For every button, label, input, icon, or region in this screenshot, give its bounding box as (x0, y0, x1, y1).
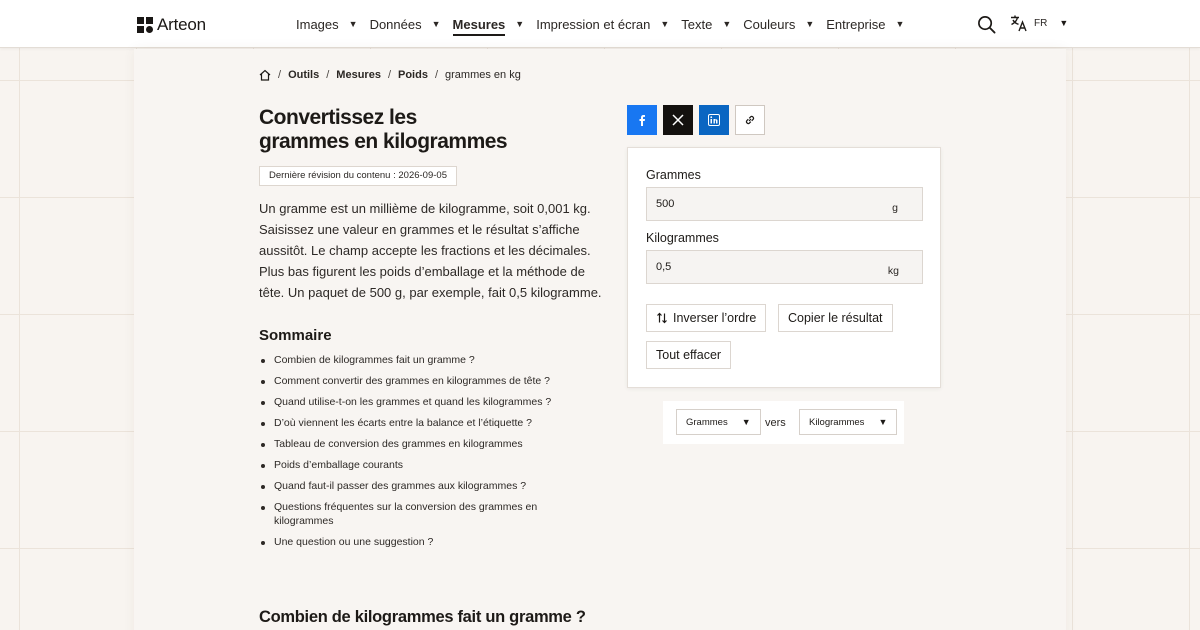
revision-date-badge: Dernière révision du contenu : 2026-09-05 (259, 166, 457, 186)
to-unit-value: Kilogrammes (809, 416, 865, 428)
chevron-down-icon: ▼ (895, 19, 905, 29)
breadcrumb-separator: / (434, 69, 439, 81)
clear-all-button[interactable] (646, 341, 731, 369)
breadcrumb-item-poids[interactable]: Poids (398, 69, 428, 81)
logo-icon (137, 17, 153, 33)
kilograms-field[interactable] (646, 250, 923, 284)
breadcrumb-item-mesures[interactable]: Mesures (336, 69, 381, 81)
toc-link[interactable]: Quand faut-il passer des grammes aux kilogrammes ? (259, 480, 579, 494)
share-x-button[interactable] (663, 105, 693, 135)
copy-link-button[interactable] (735, 105, 765, 135)
top-navigation-bar (0, 0, 1200, 48)
to-unit-select[interactable] (799, 409, 897, 435)
toc-link[interactable]: Une question ou une suggestion ? (259, 536, 579, 550)
toc-link[interactable]: Questions fréquentes sur la conversion des grammes en kilogrammes (259, 501, 559, 528)
chevron-down-icon: ▼ (878, 417, 888, 427)
toc-link[interactable]: Combien de kilogrammes fait un gramme ? (259, 354, 579, 368)
grams-label: Grammes (646, 168, 701, 182)
breadcrumb-separator: / (278, 69, 282, 81)
breadcrumb-separator: / (326, 69, 330, 81)
grams-field[interactable] (646, 187, 923, 221)
nav-item-entreprise[interactable] (826, 0, 904, 48)
nav-item-impression-ecran[interactable] (536, 0, 669, 48)
nav-item-mesures[interactable] (453, 0, 525, 48)
swap-icon (656, 312, 668, 324)
unit-selector-bar (663, 401, 904, 444)
language-code: FR (1034, 17, 1048, 29)
intro-paragraph: Un gramme est un millième de kilogramme, soit 0,001 kg. Saisissez une valeur en grammes et le résultat s’affiche aussitôt. Le champ accepte les fractions et les décimales. Plus bas figurent les poids d’emballage et la méthode de tête. Un paquet de 500 g, par exemple, fait 0,5 kilogramme. (259, 201, 602, 300)
chevron-down-icon: ▼ (660, 19, 670, 29)
nav-item-label: Texte (681, 16, 713, 32)
chevron-down-icon: ▼ (348, 19, 358, 29)
main-menu (296, 0, 916, 48)
from-unit-value: Grammes (686, 416, 728, 428)
table-of-contents-title: Sommaire (259, 327, 332, 344)
toc-link[interactable]: Quand utilise-t-on les grammes et quand les kilogrammes ? (259, 396, 579, 410)
chevron-down-icon: ▼ (741, 417, 751, 427)
kilograms-label: Kilogrammes (646, 231, 719, 245)
brand-logo[interactable] (137, 15, 206, 35)
search-icon[interactable] (977, 15, 996, 34)
swap-order-button[interactable] (646, 304, 766, 332)
chevron-down-icon: ▼ (805, 19, 815, 29)
share-linkedin-button[interactable] (699, 105, 729, 135)
facebook-icon (636, 114, 648, 126)
toc-link[interactable]: Tableau de conversion des grammes en kilogrammes (259, 438, 579, 452)
clear-all-label: Tout effacer (656, 348, 722, 362)
grams-input[interactable] (647, 188, 877, 220)
language-selector[interactable] (1010, 14, 1068, 32)
converter-card (627, 147, 941, 388)
page-title-line: Convertissez les (259, 106, 417, 129)
nav-item-donnees[interactable] (370, 0, 441, 48)
link-icon (744, 114, 756, 126)
table-of-contents (259, 354, 579, 557)
nav-item-label: Impression et écran (536, 16, 651, 32)
breadcrumb-separator: / (387, 69, 391, 81)
toc-link[interactable]: Poids d’emballage courants (259, 459, 579, 473)
nav-item-label: Images (296, 16, 339, 32)
grams-unit: g (892, 202, 898, 214)
nav-item-label: Entreprise (826, 16, 886, 32)
home-icon[interactable] (259, 69, 271, 81)
section-heading: Combien de kilogrammes fait un gramme ? (259, 608, 586, 626)
nav-item-texte[interactable] (681, 0, 731, 48)
unit-connector-text: vers (765, 417, 786, 429)
copy-result-label: Copier le résultat (788, 311, 883, 325)
nav-item-images[interactable] (296, 0, 358, 48)
linkedin-icon (708, 114, 720, 126)
swap-order-label: Inverser l’ordre (673, 311, 757, 325)
nav-item-label: Mesures (453, 17, 506, 36)
chevron-down-icon: ▼ (515, 19, 525, 29)
page-title-line: grammes en kilogrammes (259, 130, 508, 153)
from-unit-select[interactable] (676, 409, 761, 435)
translate-icon (1010, 14, 1028, 32)
chevron-down-icon: ▼ (431, 19, 441, 29)
breadcrumb-item-outils[interactable]: Outils (288, 69, 320, 81)
copy-result-button[interactable] (778, 304, 893, 332)
share-buttons (627, 105, 765, 135)
kilograms-unit: kg (887, 265, 899, 277)
brand-name: Arteon (157, 15, 206, 34)
kilograms-input[interactable] (647, 251, 877, 283)
breadcrumb (259, 69, 521, 81)
nav-item-label: Données (369, 16, 422, 32)
nav-item-couleurs[interactable] (743, 0, 814, 48)
toc-link[interactable]: D’où viennent les écarts entre la balance et l’étiquette ? (259, 417, 579, 431)
breadcrumb-current: grammes en kg (445, 69, 521, 81)
chevron-down-icon: ▼ (722, 19, 732, 29)
nav-item-label: Couleurs (743, 16, 796, 32)
x-icon (672, 114, 684, 126)
share-facebook-button[interactable] (627, 105, 657, 135)
toc-link[interactable]: Comment convertir des grammes en kilogrammes de tête ? (259, 375, 579, 389)
chevron-down-icon: ▼ (1059, 18, 1069, 28)
page-title (259, 106, 599, 154)
